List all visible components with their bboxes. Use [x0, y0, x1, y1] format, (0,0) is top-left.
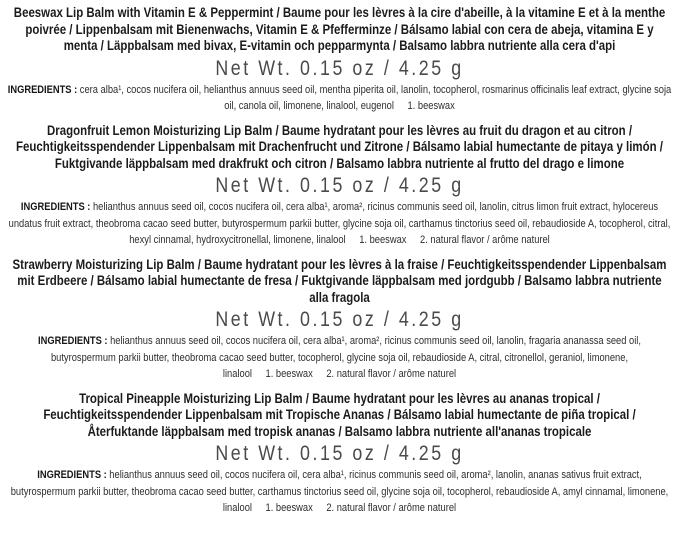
ingredients-text: cera alba¹, cocos nucifera oil, helianthus annuus seed oil, mentha piperita oil, lanolin, tocopherol, rosmarinus officinalis leaf extract, glycine soja oil, canola oil, limonene, linalool, eugenol: [79, 83, 672, 112]
product-section-dragonfruit-lemon: [0, 123, 679, 249]
ingredients-paragraph: [5, 82, 674, 115]
footnote: 1. beeswax: [265, 502, 313, 514]
ingredients-label: INGREDIENTS :: [38, 335, 108, 347]
net-weight: Net Wt. 0.15 oz / 4.25 g: [215, 174, 464, 197]
ingredients-paragraph: [5, 333, 674, 383]
footnote: 1. beeswax: [265, 368, 313, 380]
net-weight: Net Wt. 0.15 oz / 4.25 g: [215, 442, 464, 465]
product-section-tropical-pineapple: [0, 391, 679, 517]
ingredients-label: INGREDIENTS :: [7, 83, 78, 96]
product-title: Dragonfruit Lemon Moisturizing Lip Balm / Baume hydratant pour les lèvres au fruit du dragon et au citron / Feuchtigkeitsspendender Lippenbalsam mit Drachenfrucht und Zitrone / Bálsamo labial humectante de pitaya y limón / Fuktgivande läppbalsam med drakfrukt och citron / Balsamo labbra nutriente al frutto del drago e limone: [16, 122, 663, 171]
ingredients-label: INGREDIENTS :: [20, 201, 91, 213]
footnote: 1. beeswax: [407, 100, 455, 112]
footnote: 2. natural flavor / arôme naturel: [326, 502, 457, 514]
ingredients-paragraph: [5, 199, 674, 249]
net-weight: Net Wt. 0.15 oz / 4.25 g: [215, 308, 464, 331]
ingredients-text: helianthus annuus seed oil, cocos nucifera oil, cera alba¹, aroma², ricinus communis seed oil, lanolin, fragaria ananassa seed oil, butyrospermum parkii butter, theobroma cacao seed butter, tocopherol, glycine soja oil, rebaudioside A, citral, citronellol, geraniol, limonene, linalool: [50, 335, 641, 380]
ingredients-text: helianthus annuus seed oil, cocos nucifera oil, cera alba¹, ricinus communis seed oil, aroma², lanolin, ananas sativus fruit extract, butyrospermum parkii butter, theobroma cacao seed butter, carthamus tinctorius seed oil, glycine soja oil, tocopherol, rebaudioside A, amyl cinnamal, limonene, linalool: [10, 469, 669, 514]
product-title: Tropical Pineapple Moisturizing Lip Balm / Baume hydratant pour les lèvres au ananas tropical / Feuchtigkeitsspendender Lippenbalsam mit Tropische Ananas / Bálsamo labial humectante de piña tropical / Återfuktande läppbalsam med tropisk ananas / Balsamo labbra nutriente all'ananas tropicale: [43, 390, 636, 439]
footnote: 2. natural flavor / arôme naturel: [326, 368, 457, 380]
footnote: 1. beeswax: [359, 234, 407, 246]
ingredients-label: INGREDIENTS :: [37, 469, 107, 481]
product-title: Strawberry Moisturizing Lip Balm / Baume hydratant pour les lèvres à la fraise / Feuchtigkeitsspendender Lippenbalsam mit Erdbeere / Bálsamo labial humectante de fresa / Fuktgivande läppbalsam med jordgubb / Balsamo labbra nutriente alla fragola: [12, 256, 667, 305]
footnote: 2. natural flavor / arôme naturel: [420, 234, 550, 246]
product-title: Beeswax Lip Balm with Vitamin E & Peppermint / Baume pour les lèvres à la cire d'abeille, à la vitamine E et à la menthe poivrée / Lippenbalsam mit Bienenwachs, Vitamin E & Pfefferminze / Bálsamo labial con cera de abeja, vitamina E y menta / Läppbalsam med bivax, E-vitamin och pepparmynta / Balsamo labbra nutriente alla cera d'api: [13, 5, 666, 53]
ingredients-text: helianthus annuus seed oil, cocos nucifera oil, cera alba¹, aroma², ricinus communis seed oil, lanolin, citrus limon fruit extract, hylocereus undatus fruit extract, theobroma cacao seed butter, butyrospermum parkii butter, glycine soja oil, carthamus tinctorius seed oil, rebaudioside A, tocopherol, citral, hexyl cinnamal, hydroxycitronellal, limonene, linalool: [8, 201, 671, 246]
net-weight: Net Wt. 0.15 oz / 4.25 g: [215, 56, 464, 80]
product-section-beeswax: [0, 5, 679, 115]
ingredients-paragraph: [5, 467, 674, 517]
product-section-strawberry: [0, 257, 679, 383]
